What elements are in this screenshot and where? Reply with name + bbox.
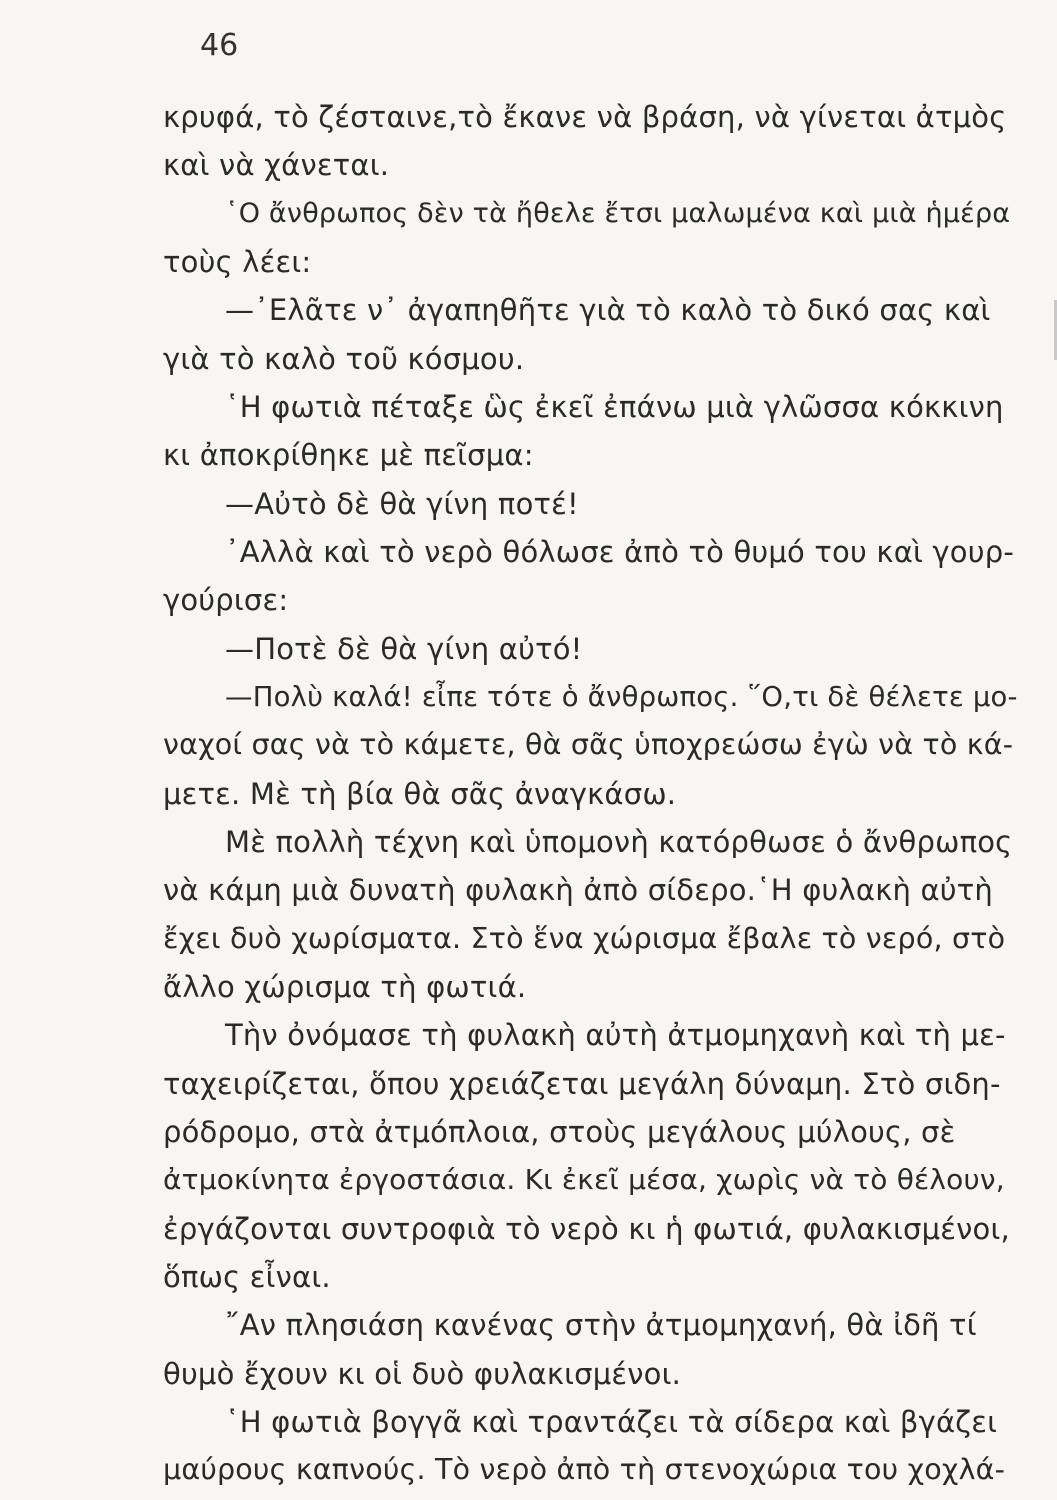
text-line: ῎Αν πλησιάση κανένας στὴν ἀτμομηχανή, θὰ ἰδῆ τί (225, 1308, 977, 1342)
text-line: ταχειρίζεται, ὅπου χρειάζεται μεγάλη δύναμη. Στὸ σιδη- (163, 1067, 1001, 1101)
text-line: καὶ νὰ χάνεται. (163, 148, 390, 182)
text-line: ῾Ο ἄνθρωπος δὲν τὰ ἤθελε ἔτσι μαλωμένα καὶ μιὰ ἡμέρα (225, 198, 1011, 229)
text-line: —Αὐτὸ δὲ θὰ γίνη ποτέ! (225, 487, 579, 521)
text-line: γούρισε: (163, 583, 289, 617)
text-line: ὅπως εἶναι. (163, 1260, 331, 1294)
text-line: γιὰ τὸ καλὸ τοῦ κόσμου. (163, 342, 525, 376)
text-line: ναχοί σας νὰ τὸ κάμετε, θὰ σᾶς ὑποχρεώσω ἐγὼ νὰ τὸ κά- (163, 728, 1014, 761)
text-line: μετε. Μὲ τὴ βία θὰ σᾶς ἀναγκάσω. (163, 777, 677, 811)
text-line: ἔχει δυὸ χωρίσματα. Στὸ ἕνα χώρισμα ἔβαλε τὸ νερό, στὸ (163, 922, 1006, 955)
text-line: Μὲ πολλὴ τέχνη καὶ ὑπομονὴ κατόρθωσε ὁ ἄνθρωπος (225, 825, 1013, 859)
text-line: θυμὸ ἔχουν κι οἱ δυὸ φυλακισμένοι. (163, 1357, 682, 1391)
text-line: Τὴν ὀνόμασε τὴ φυλακὴ αὐτὴ ἀτμομηχανὴ καὶ τὴ με- (225, 1018, 1006, 1052)
text-line: ρόδρομο, στὰ ἀτμόπλοια, στοὺς μεγάλους μύλους, σὲ (163, 1115, 956, 1149)
text-line: ἐργάζονται συντροφιὰ τὸ νερὸ κι ἡ φωτιά, φυλακισμένοι, (163, 1212, 1010, 1246)
text-line: ἀτμοκίνητα ἐργοστάσια. Κι ἐκεῖ μέσα, χωρὶς νὰ τὸ θέλουν, (163, 1163, 1005, 1196)
text-line: —᾿Ελᾶτε ν᾿ ἀγαπηθῆτε γιὰ τὸ καλὸ τὸ δικό σας καὶ (225, 293, 991, 327)
text-line: —Πολὺ καλά! εἶπε τότε ὁ ἄνθρωπος. ῞Ο,τι δὲ θέλετε μο- (225, 681, 1018, 713)
text-line: μαύρους καπνούς. Τὸ νερὸ ἀπὸ τὴ στενοχώρια του χοχλά- (163, 1453, 1006, 1486)
page-number: 46 (200, 28, 239, 63)
text-line: κι ἀποκρίθηκε μὲ πεῖσμα: (163, 438, 534, 472)
text-line: κρυφά, τὸ ζέσταινε,τὸ ἔκανε νὰ βράση, νὰ γίνεται ἀτμὸς (163, 100, 1007, 134)
text-line: νὰ κάμη μιὰ δυνατὴ φυλακὴ ἀπὸ σίδερο.῾Η φυλακὴ αὐτὴ (163, 873, 994, 907)
text-line: ῾Η φωτιὰ βογγᾶ καὶ τραντάζει τὰ σίδερα καὶ βγάζει (225, 1405, 998, 1439)
text-line: τοὺς λέει: (163, 245, 312, 279)
text-line: ἄλλο χώρισμα τὴ φωτιά. (163, 970, 527, 1004)
text-line: ᾿Αλλὰ καὶ τὸ νερὸ θόλωσε ἀπὸ τὸ θυμό του καὶ γουρ- (225, 535, 1014, 569)
text-line: —Ποτὲ δὲ θὰ γίνη αὐτό! (225, 632, 583, 666)
text-line: ῾Η φωτιὰ πέταξε ὣς ἐκεῖ ἐπάνω μιὰ γλῶσσα κόκκινη (225, 390, 1004, 424)
